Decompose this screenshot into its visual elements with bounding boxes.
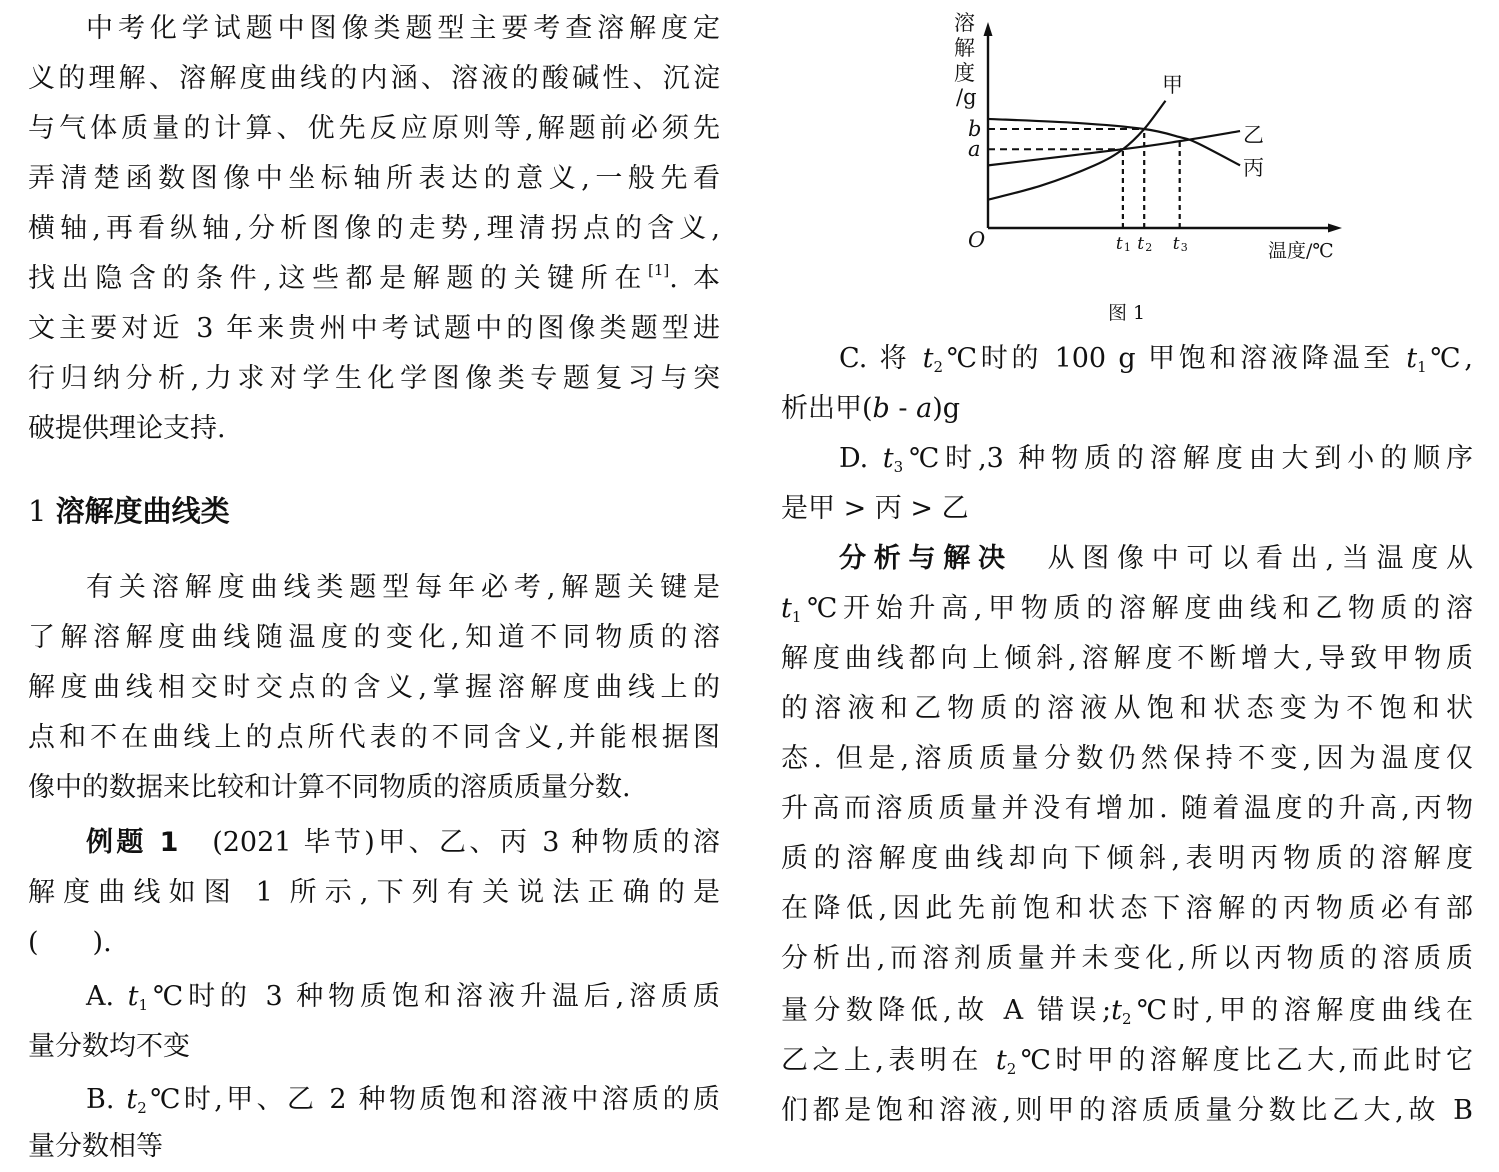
analysis-line [781,986,1473,1036]
option-text: ℃时的 3 种物质饱和溶液升温后,溶质质 [148,981,720,1012]
analysis-label: 分析与解决 [839,543,1013,574]
chart-svg [940,0,1370,270]
curve-series [988,119,1240,165]
analysis-line [781,534,1473,584]
section-number: 1 [28,494,47,528]
curve-series [988,131,1240,165]
intro-line: 行归纳分析,力求对学生化学图像类专题复习与突 [28,363,720,394]
intro-line [28,254,720,304]
y-axis-arrow [984,22,993,36]
analysis-text: 乙之上,表明在 [781,1045,983,1076]
y-ticks [968,117,981,161]
x-tick-label: t [1137,234,1145,254]
option-b [28,1075,720,1125]
var-a: a [916,393,933,424]
analysis-line: 分析出,而溶剂质量并未变化,所以丙物质的溶质质 [781,943,1473,974]
analysis-text: ℃时,甲的溶解度曲线在 [1131,995,1473,1026]
series-label: 丙 [1243,156,1264,180]
intro-line: 破提供理论支持. [28,413,226,444]
x-tick-label: t [1172,234,1180,254]
analysis-text: 量分数降低,故 A 错误; [781,995,1112,1026]
analysis-text: 从图像中可以看出,当温度从 [1047,543,1474,574]
minus-sign: - [889,393,917,424]
example-line [28,818,720,868]
analysis-text: ℃开始升高,甲物质的溶解度曲线和乙物质的溶 [801,593,1473,624]
var-t: t [995,1045,1007,1076]
option-c [781,334,1473,384]
var-t: t [781,593,792,624]
x-tick-label: t [1115,234,1123,254]
figure-caption: 图 1 [1108,302,1146,324]
series-label: 甲 [1162,73,1183,97]
subscript: 1 [138,996,149,1014]
curves [988,101,1240,200]
option-a [28,972,720,1022]
subscript: 1 [1417,358,1427,376]
x-tick-subscript: 2 [1145,241,1153,254]
analysis-line: 态. 但是,溶质质量分数仍然保持不变,因为温度仅 [781,743,1473,774]
analysis-line: 质的溶解度曲线却向下倾斜,表明丙物质的溶解度 [781,843,1473,874]
intro-line: 文主要对近 3 年来贵州中考试题中的图像类题型进 [28,313,720,344]
y-tick-label: a [968,137,981,162]
section-line: 了解溶解度曲线随温度的变化,知道不同物质的溶 [28,622,720,653]
option-d-cont: 是甲 > 丙 > 乙 [781,493,969,524]
intro-line: 与气体质量的计算、优先反应原则等,解题前必须先 [28,113,720,144]
example-text: (2021 毕节)甲、乙、丙 3 种物质的溶 [212,827,720,858]
example-answer-blank: ( ). [28,927,112,958]
analysis-line [781,1036,1473,1086]
curve-series [988,101,1166,200]
option-label: D. [839,443,869,474]
intro-text: . 本 [669,263,720,294]
option-c-cont [781,384,1473,434]
section-line: 像中的数据来比较和计算不同物质的溶质质量分数. [28,772,631,803]
intro-line: 义的理解、溶解度曲线的内涵、溶液的酸碱性、沉淀 [28,63,720,94]
subscript: 1 [791,608,802,626]
y-tick-label: b [968,117,982,142]
y-label-char: 度 [954,61,975,85]
subscript: 2 [933,358,944,376]
y-label-char: /g [956,85,977,109]
y-label-char: 溶 [954,11,975,35]
option-text: 析出甲( [781,393,873,424]
y-axis-label [954,11,977,109]
option-text: ℃, [1426,343,1473,374]
section-line: 点和不在曲线上的点所代表的不同含义,并能根据图 [28,722,720,753]
intro-line: 横轴,再看纵轴,分析图像的走势,理清拐点的含义, [28,213,720,244]
section-line: 解度曲线相交时交点的含义,掌握溶解度曲线上的 [28,672,720,703]
section-line: 有关溶解度曲线类题型每年必考,解题关键是 [86,572,720,603]
var-t: t [126,1084,138,1115]
var-t: t [1406,343,1418,374]
guide-lines [988,129,1180,228]
analysis-line: 们都是饱和溶液,则甲的溶质质量分数比乙大,故 B [781,1095,1473,1126]
intro-line: 中考化学试题中图像类题型主要考查溶解度定 [86,13,720,44]
section-title: 溶解度曲线类 [55,494,230,528]
subscript: 2 [1006,1060,1017,1078]
series-labels [1162,73,1264,180]
x-tick-subscript: 3 [1180,241,1188,254]
example-label: 例题 1 [86,827,179,858]
option-a-cont: 量分数均不变 [28,1031,190,1062]
var-t: t [1111,995,1122,1026]
option-label: C. 将 [839,343,911,374]
subscript: 2 [137,1099,147,1117]
example-line: 解度曲线如图 1 所示,下列有关说法正确的是 [28,877,720,908]
x-tick-subscript: 1 [1123,241,1131,254]
option-label: B. [86,1084,115,1115]
analysis-line [781,584,1473,634]
citation-ref[interactable]: [1] [647,261,670,279]
option-d [781,434,1473,484]
x-ticks [1116,234,1188,254]
subscript: 3 [893,458,904,476]
var-t: t [127,981,139,1012]
series-label: 乙 [1243,123,1264,147]
analysis-text: ℃时甲的溶解度比乙大,而此时它 [1016,1045,1473,1076]
var-b: b [872,393,890,424]
x-axis-arrow [1328,224,1342,233]
subscript: 2 [1121,1010,1132,1028]
option-text: ℃时,甲、乙 2 种物质饱和溶液中溶质的质 [146,1084,720,1115]
option-text: ℃时的 100 g 甲饱和溶液降温至 [943,343,1394,374]
var-t: t [922,343,934,374]
option-b-cont: 量分数相等 [28,1131,163,1162]
x-axis-label: 温度/℃ [1268,240,1334,262]
intro-text: 找出隐含的条件,这些都是解题的关键所在 [28,263,648,294]
analysis-line: 解度曲线都向上倾斜,溶解度不断增大,导致甲物质 [781,643,1473,674]
option-text: )g [932,393,961,424]
var-t: t [882,443,894,474]
section-heading [28,486,720,536]
option-label: A. [86,981,115,1012]
solubility-chart [940,0,1370,270]
intro-line: 弄清楚函数图像中坐标轴所表达的意义,一般先看 [28,163,720,194]
y-label-char: 解 [954,36,975,60]
analysis-line: 在降低,因此先前饱和状态下溶解的丙物质必有部 [781,893,1473,924]
analysis-line: 的溶液和乙物质的溶液从饱和状态变为不饱和状 [781,693,1473,724]
origin-label: O [968,228,986,252]
analysis-line: 升高而溶质质量并没有增加. 随着温度的升高,丙物 [781,793,1473,824]
option-text: ℃时,3 种物质的溶解度由大到小的顺序 [903,443,1473,474]
